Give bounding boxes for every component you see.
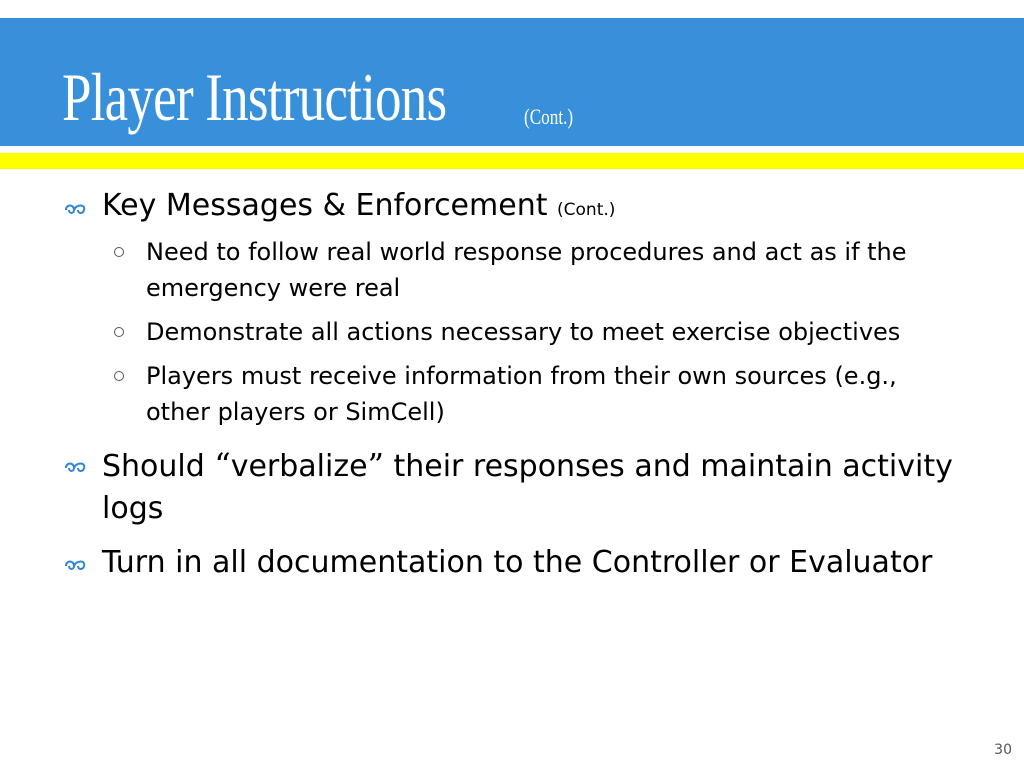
bullet-key-messages — [62, 186, 962, 230]
bullet-verbalize-post: their responses and maintain activity logs — [102, 449, 953, 526]
bullet-turn-in — [62, 542, 962, 584]
swirl-bullet-icon — [62, 444, 96, 484]
slide-title: Player Instructions — [62, 59, 447, 135]
bullet-turn-in-text: Turn in all documentation to the Controller or Evaluator — [102, 545, 933, 580]
bullet-key-messages-note: (Cont.) — [557, 200, 616, 220]
open-quote: “ — [214, 446, 231, 484]
sub-bullet-real-world — [62, 234, 956, 306]
sub-bullet-demonstrate — [62, 314, 956, 350]
sub-bullet-text: Demonstrate all actions necessary to meet exercise objectives — [146, 318, 901, 346]
slide-content — [62, 186, 962, 596]
circle-bullet-icon — [114, 247, 124, 257]
swirl-bullet-icon — [62, 186, 96, 226]
close-quote: ” — [367, 446, 384, 484]
bullet-verbalize — [62, 444, 962, 530]
yellow-rule — [0, 153, 1024, 169]
slide-title-cont: (Cont.) — [524, 104, 574, 129]
sub-bullet-information — [62, 358, 956, 430]
bullet-verbalize-pre: Should — [102, 449, 215, 484]
bullet-verbalize-quoted: verbalize — [230, 449, 368, 484]
page-number: 30 — [994, 742, 1012, 758]
circle-bullet-icon — [114, 371, 124, 381]
title-line — [62, 58, 574, 137]
title-bar — [0, 18, 1024, 146]
swirl-bullet-icon — [62, 542, 96, 582]
circle-bullet-icon — [114, 327, 124, 337]
bullet-key-messages-text: Key Messages & Enforcement — [102, 188, 548, 223]
sub-bullet-text: Need to follow real world response procedures and act as if the emergency were real — [146, 238, 907, 302]
sub-bullet-text: Players must receive information from their own sources (e.g., other players or SimCell) — [146, 362, 897, 426]
